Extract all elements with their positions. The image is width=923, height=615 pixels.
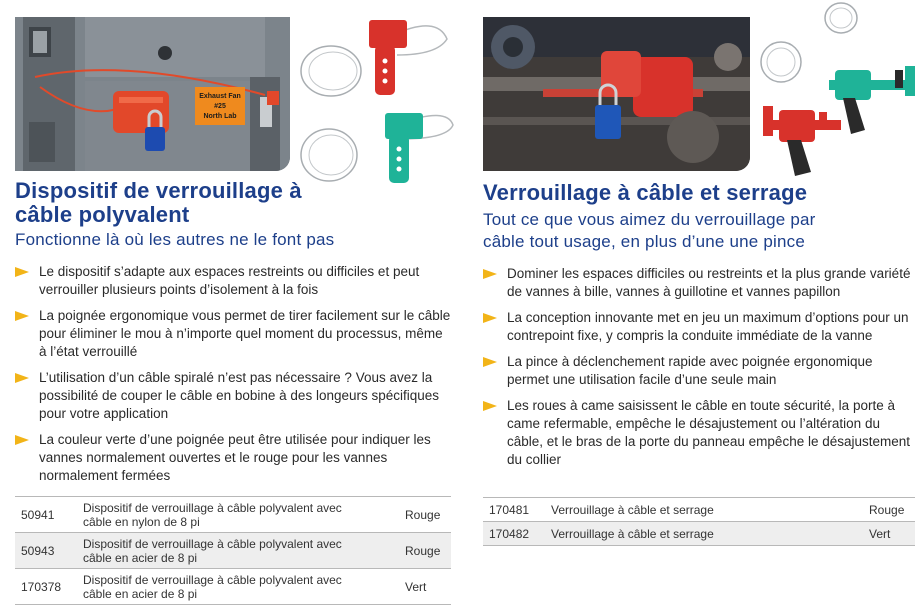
- right-photo: [483, 17, 750, 171]
- bullet-text: La couleur verte d’une poignée peut être utilisée pour indiquer les vannes normalement ouvertes et le rouge pour les vannes normalement fermées: [39, 432, 431, 483]
- product-color: Rouge: [863, 498, 915, 522]
- bullet-text: Dominer les espaces difficiles ou restreints et la plus grande variété de vannes à bille, vannes à guillotine et vannes papillon: [507, 266, 911, 299]
- red-handle-icon: [369, 20, 407, 95]
- teal-handle-icon: [385, 113, 423, 183]
- cable-lockout-devices-illustration: [297, 15, 457, 185]
- product-color: Vert: [863, 522, 915, 546]
- teal-clamp-icon: [829, 66, 915, 134]
- left-subtitle: Fonctionne là où les autres ne le font pas: [15, 230, 335, 249]
- bullet-text: La pince à déclenchement rapide avec poignée ergonomique permet une utilisation facile d’une seule main: [507, 354, 873, 387]
- list-item: [15, 307, 451, 361]
- bullet-text: La poignée ergonomique vous permet de tirer facilement sur le câble pour éliminer le mou à n’importe quel moment du processus, même à l’état verrouillé: [39, 308, 451, 359]
- cable-clamp-devices-illustration: [755, 0, 920, 180]
- product-code: 170482: [483, 522, 545, 546]
- left-title-line: Dispositif de verrouillage à: [15, 178, 302, 203]
- arrow-bullet-icon: [483, 269, 497, 279]
- right-subtitle-line: câble tout usage, en plus d’une une pince: [483, 232, 805, 251]
- list-item: [483, 397, 915, 469]
- bullet-text: L’utilisation d’un câble spiralé n’est pas nécessaire ? Vous avez la possibilité de couper le câble en bobine à des longeurs spécifiques pour votre application: [39, 370, 440, 421]
- product-description: Verrouillage à câble et serrage: [545, 522, 863, 546]
- product-code: 50943: [15, 533, 77, 569]
- arrow-bullet-icon: [15, 311, 29, 321]
- right-title: Verrouillage à câble et serrage: [483, 180, 808, 205]
- product-color: Vert: [399, 569, 451, 605]
- product-color: Rouge: [399, 497, 451, 533]
- description-line: Dispositif de verrouillage à câble polyvalent avec: [83, 500, 342, 515]
- left-title-line: câble polyvalent: [15, 202, 190, 227]
- right-subtitle: [483, 209, 915, 253]
- bullet-text: Le dispositif s’adapte aux espaces restreints ou difficiles et peut verrouiller plusieurs points d’isolement à la fois: [39, 264, 420, 297]
- description-line: câble en acier de 8 pi: [83, 550, 198, 565]
- left-hero: [15, 0, 451, 172]
- red-clamp-icon: [763, 106, 841, 176]
- right-product-table: [483, 497, 915, 546]
- description-line: câble en nylon de 8 pi: [83, 514, 200, 529]
- list-item: [15, 263, 451, 299]
- table-row: [15, 569, 451, 605]
- product-color: Rouge: [399, 533, 451, 569]
- list-item: [15, 369, 451, 423]
- product-code: 170481: [483, 498, 545, 522]
- arrow-bullet-icon: [15, 267, 29, 277]
- arrow-bullet-icon: [483, 313, 497, 323]
- product-description: [77, 497, 399, 533]
- left-photo: [15, 17, 290, 171]
- arrow-bullet-icon: [483, 357, 497, 367]
- product-description: [77, 569, 399, 605]
- electrical-panel-illustration: [15, 17, 290, 171]
- description-line: Dispositif de verrouillage à câble polyvalent avec: [83, 572, 342, 587]
- arrow-bullet-icon: [483, 401, 497, 411]
- product-code: 50941: [15, 497, 77, 533]
- exhaust-fan-sign: [195, 89, 245, 125]
- list-item: [483, 309, 915, 345]
- left-column: [15, 0, 451, 601]
- description-line: Dispositif de verrouillage à câble polyvalent avec: [83, 536, 342, 551]
- list-item: [483, 353, 915, 389]
- right-column: [483, 0, 915, 541]
- sign-line: Exhaust Fan: [199, 93, 241, 100]
- left-bullet-list: [15, 263, 451, 485]
- valve-lockout-illustration: [483, 17, 750, 171]
- left-product-table: [15, 496, 451, 605]
- arrow-bullet-icon: [15, 435, 29, 445]
- product-code: 170378: [15, 569, 77, 605]
- list-item: [15, 431, 451, 485]
- table-row: [15, 497, 451, 533]
- bullet-text: La conception innovante met en jeu un maximum d’options pour un contrepoint fixe, y compris la conduite immédiate de la vanne: [507, 310, 909, 343]
- product-description: [77, 533, 399, 569]
- right-hero: [483, 0, 915, 172]
- right-subtitle-line: Tout ce que vous aimez du verrouillage par: [483, 210, 816, 229]
- left-title: [15, 179, 451, 227]
- table-row: [483, 498, 915, 522]
- bullet-text: Les roues à came saisissent le câble en toute sécurité, la porte à came refermable, empêche le désajustement ou l’altération du câble, et le bras de la porte du panneau empêche le désajustement du collier: [507, 398, 911, 467]
- list-item: [483, 265, 915, 301]
- table-row: [15, 533, 451, 569]
- sign-line: North Lab: [203, 113, 237, 120]
- sign-line: #25: [214, 103, 226, 110]
- right-bullet-list: [483, 265, 915, 469]
- description-line: câble en acier de 8 pi: [83, 586, 198, 601]
- product-description: Verrouillage à câble et serrage: [545, 498, 863, 522]
- arrow-bullet-icon: [15, 373, 29, 383]
- table-row: [483, 522, 915, 546]
